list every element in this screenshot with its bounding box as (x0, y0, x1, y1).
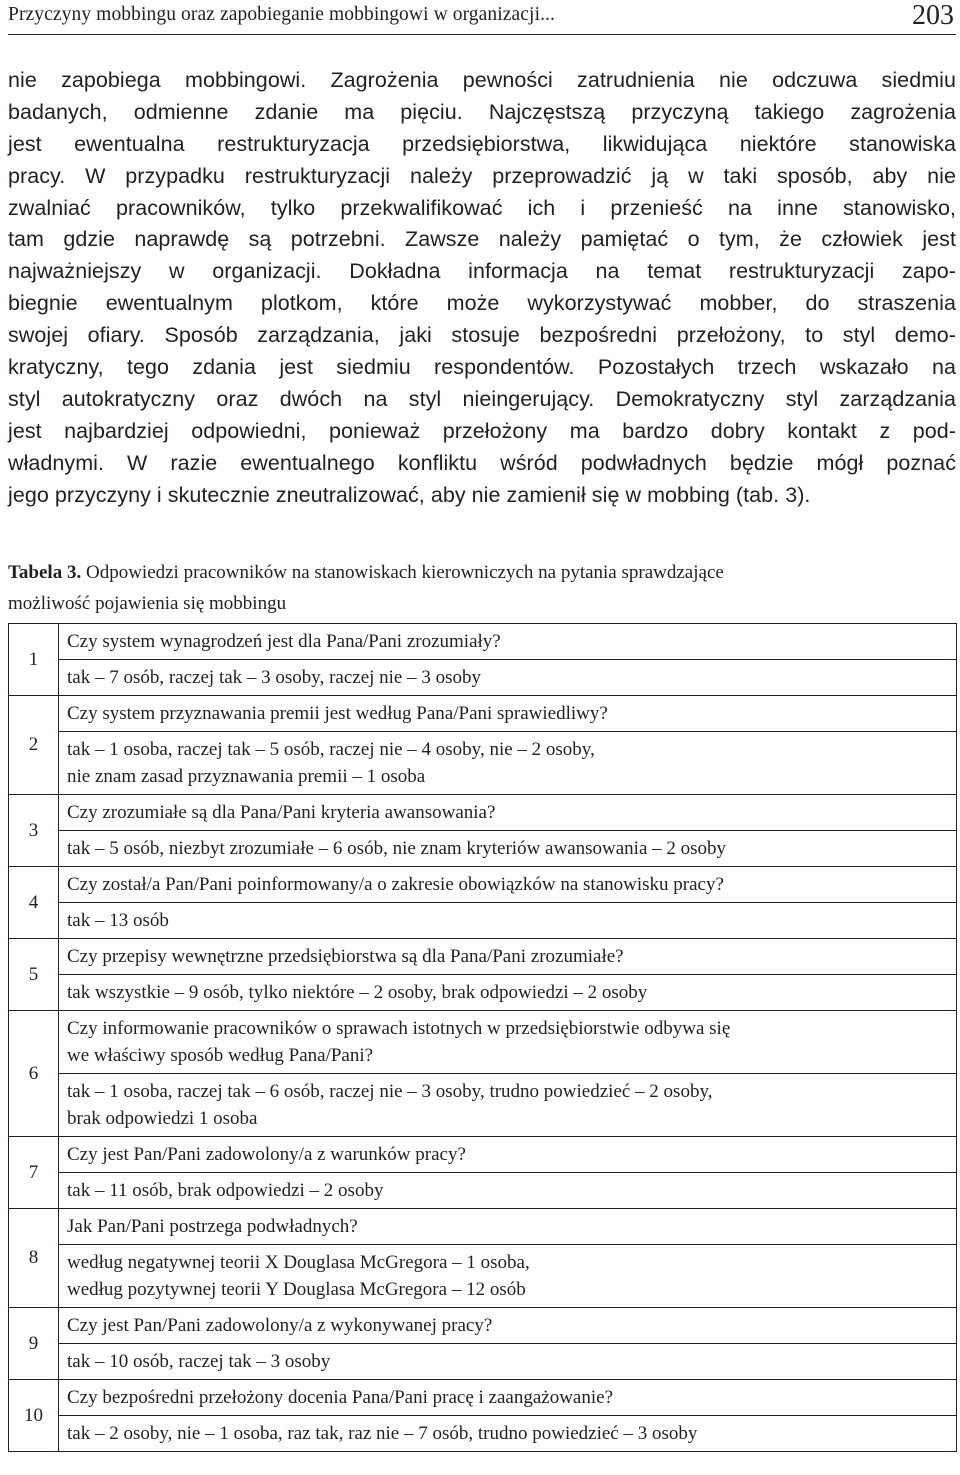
table-row-answer (9, 1245, 957, 1308)
question-cell (59, 1209, 957, 1245)
running-title: Przyczyny mobbingu oraz zapobieganie mobbingowi w organizacji... (8, 4, 556, 25)
row-number: 3 (9, 795, 59, 867)
page-number: 203 (912, 0, 954, 31)
question-cell (59, 1380, 957, 1416)
body-line: jest ewentualna restrukturyzacja przedsiębiorstwa, likwidująca niektóre stanowiska (8, 131, 956, 156)
answer-text: nie znam zasad przyznawania premii – 1 osoba (67, 766, 426, 787)
question-cell (59, 1308, 957, 1344)
body-paragraph (8, 65, 956, 511)
table-row-question (9, 939, 957, 975)
caption-text-1: Odpowiedzi pracowników na stanowiskach kierowniczych na pytania sprawdzające (85, 562, 724, 583)
table-caption (8, 557, 956, 619)
row-number: 9 (9, 1308, 59, 1380)
caption-label: Tabela 3. (8, 562, 82, 583)
table-row-question (9, 1137, 957, 1173)
question-cell (59, 696, 957, 732)
answer-cell (59, 1074, 957, 1137)
body-line: swojej ofiary. Sposób zarządzania, jaki stosuje bezpośredni przełożony, to styl demo- (8, 323, 956, 348)
answer-text: według negatywnej teorii X Douglasa McGregora – 1 osoba, (67, 1252, 530, 1273)
question-text: Czy został/a Pan/Pani poinformowany/a o zakresie obowiązków na stanowisku pracy? (67, 874, 724, 895)
body-line: najważniejszy w organizacji. Dokładna informacja na temat restrukturyzacji zapo- (8, 259, 956, 284)
table-row-answer (9, 1344, 957, 1380)
answer-text: tak – 5 osób, niezbyt zrozumiałe – 6 osób, nie znam kryteriów awansowania – 2 osoby (67, 838, 727, 859)
body-line: biegnie ewentualnym plotkom, które może wykorzystywać mobber, do straszenia (8, 291, 956, 316)
question-text: Czy zrozumiałe są dla Pana/Pani kryteria awansowania? (67, 802, 496, 823)
answer-cell (59, 660, 957, 696)
question-cell (59, 624, 957, 660)
answer-text: tak – 7 osób, raczej tak – 3 osoby, raczej nie – 3 osoby (67, 667, 482, 688)
answer-text: brak odpowiedzi 1 osoba (67, 1108, 258, 1129)
table-row-answer (9, 975, 957, 1011)
body-line: zwalniać pracowników, tylko przekwalifikować ich i przenieść na inne stanowisko, (8, 195, 956, 220)
row-number: 6 (9, 1011, 59, 1137)
table-row-question (9, 1209, 957, 1245)
row-number: 5 (9, 939, 59, 1011)
row-number: 8 (9, 1209, 59, 1308)
question-text: Czy system przyznawania premii jest według Pana/Pani sprawiedliwy? (67, 703, 608, 724)
answer-cell (59, 903, 957, 939)
question-cell (59, 867, 957, 903)
answer-text: tak – 2 osoby, nie – 1 osoba, raz tak, raz nie – 7 osób, trudno powiedzieć – 3 osoby (67, 1423, 698, 1444)
body-line: jego przyczyny i skutecznie zneutralizować, aby nie zamienił się w mobbing (tab. 3). (8, 482, 811, 507)
answer-cell (59, 831, 957, 867)
table-row-answer (9, 1173, 957, 1209)
question-text: Jak Pan/Pani postrzega podwładnych? (67, 1216, 358, 1237)
row-number: 1 (9, 624, 59, 696)
table-row-question (9, 1380, 957, 1416)
question-cell (59, 939, 957, 975)
question-text: Czy bezpośredni przełożony docenia Pana/Pani pracę i zaangażowanie? (67, 1387, 613, 1408)
body-line: tam gdzie naprawdę są potrzebni. Zawsze należy pamiętać o tym, że człowiek jest (8, 227, 956, 252)
question-text: Czy system wynagrodzeń jest dla Pana/Pani zrozumiały? (67, 631, 501, 652)
question-text: we właściwy sposób według Pana/Pani? (67, 1045, 374, 1066)
row-number: 7 (9, 1137, 59, 1209)
table-row-question (9, 696, 957, 732)
answer-text: tak – 1 osoba, raczej tak – 6 osób, raczej nie – 3 osoby, trudno powiedzieć – 2 osoby, (67, 1081, 713, 1102)
answer-cell (59, 732, 957, 795)
row-number: 10 (9, 1380, 59, 1452)
question-text: Czy informowanie pracowników o sprawach istotnych w przedsiębiorstwie odbywa się (67, 1018, 731, 1039)
body-line: władnymi. W razie ewentualnego konfliktu wśród podwładnych będzie mógł poznać (8, 450, 956, 475)
answer-text: tak – 10 osób, raczej tak – 3 osoby (67, 1351, 331, 1372)
table-row-answer (9, 1074, 957, 1137)
answer-cell (59, 1344, 957, 1380)
answer-cell (59, 975, 957, 1011)
question-cell (59, 795, 957, 831)
table-row-question (9, 795, 957, 831)
table-row-question (9, 1011, 957, 1074)
question-text: Czy przepisy wewnętrzne przedsiębiorstwa są dla Pana/Pani zrozumiałe? (67, 946, 624, 967)
table-row-answer (9, 903, 957, 939)
caption-line-1 (8, 557, 956, 588)
body-line: kratyczny, tego zdania jest siedmiu respondentów. Pozostałych trzech wskazało na (8, 355, 956, 380)
answer-text: tak – 1 osoba, raczej tak – 5 osób, raczej nie – 4 osoby, nie – 2 osoby, (67, 739, 595, 760)
page-header (8, 0, 956, 35)
table-row-answer (9, 1416, 957, 1452)
question-text: Czy jest Pan/Pani zadowolony/a z warunków pracy? (67, 1144, 466, 1165)
body-line: pracy. W przypadku restrukturyzacji należy przeprowadzić ją w taki sposób, aby nie (8, 163, 956, 188)
question-cell (59, 1011, 957, 1074)
body-line: styl autokratyczny oraz dwóch na styl nieingerujący. Demokratyczny styl zarządzania (8, 386, 956, 411)
table-row-question (9, 624, 957, 660)
table-row-question (9, 1308, 957, 1344)
table-row-question (9, 867, 957, 903)
table-row-answer (9, 660, 957, 696)
answer-text: tak – 13 osób (67, 910, 169, 931)
caption-text-2: możliwość pojawienia się mobbingu (8, 593, 287, 614)
table-row-answer (9, 732, 957, 795)
body-line: badanych, odmienne zdanie ma pięciu. Najczęstszą przyczyną takiego zagrożenia (8, 99, 956, 124)
answer-text: tak wszystkie – 9 osób, tylko niektóre – 2 osoby, brak odpowiedzi – 2 osoby (67, 982, 648, 1003)
table-row-answer (9, 831, 957, 867)
question-text: Czy jest Pan/Pani zadowolony/a z wykonywanej pracy? (67, 1315, 493, 1336)
answer-cell (59, 1173, 957, 1209)
survey-table (8, 623, 957, 1452)
row-number: 2 (9, 696, 59, 795)
answer-text: według pozytywnej teorii Y Douglasa McGregora – 12 osób (67, 1279, 526, 1300)
answer-cell (59, 1245, 957, 1308)
row-number: 4 (9, 867, 59, 939)
answer-text: tak – 11 osób, brak odpowiedzi – 2 osoby (67, 1180, 384, 1201)
question-cell (59, 1137, 957, 1173)
body-line: jest najbardziej odpowiedni, ponieważ przełożony ma bardzo dobry kontakt z pod- (8, 418, 956, 443)
body-line: nie zapobiega mobbingowi. Zagrożenia pewności zatrudnienia nie odczuwa siedmiu (8, 68, 956, 92)
answer-cell (59, 1416, 957, 1452)
